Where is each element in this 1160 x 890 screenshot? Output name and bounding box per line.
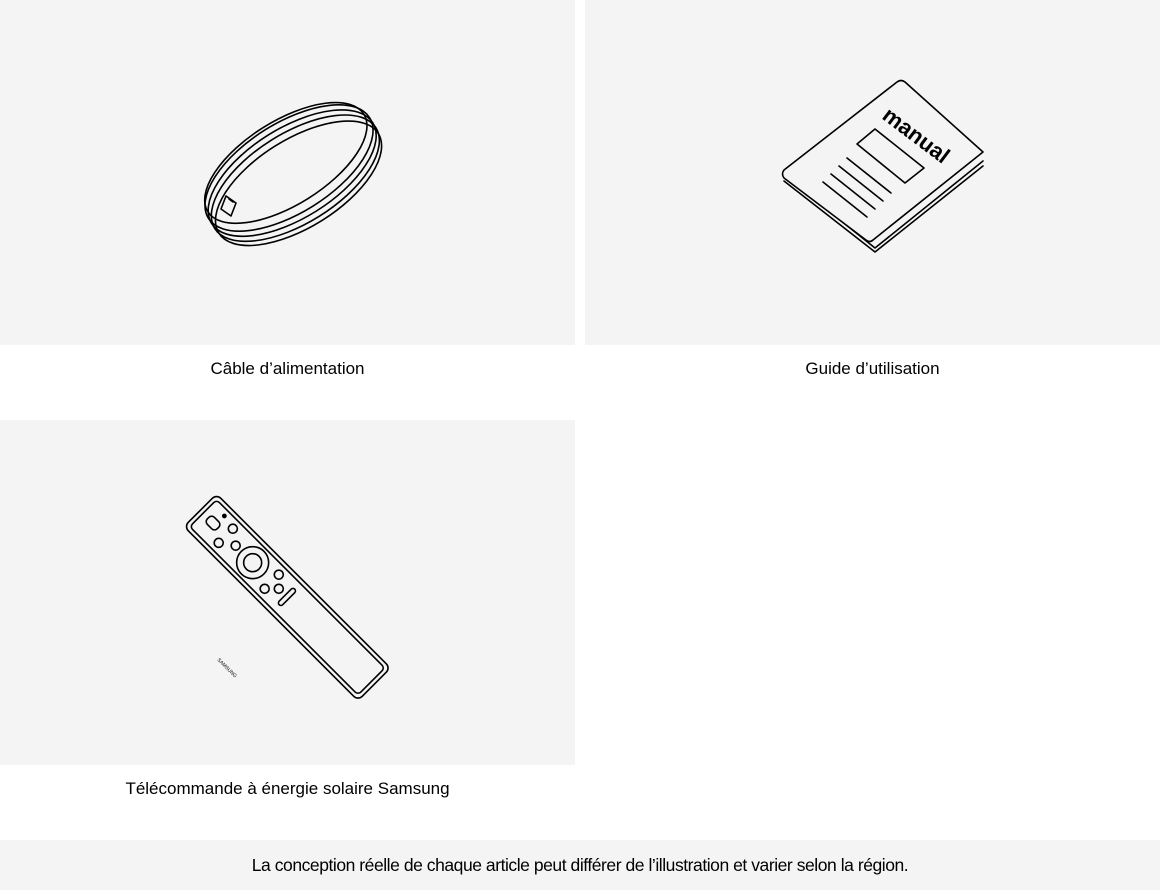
user-manual-icon [585,0,1160,345]
item-card-power-cable [0,0,575,380]
remote-brand-text: SAMSUNG [215,657,238,680]
item-caption: Câble d’alimentation [210,359,365,378]
item-image-user-manual [585,0,1160,345]
item-image-solar-remote [0,420,575,765]
solar-remote-icon [0,420,575,765]
item-image-power-cable [0,0,575,345]
item-caption: Guide d’utilisation [805,359,940,378]
item-card-user-manual [585,0,1160,380]
item-caption: Télécommande à énergie solaire Samsung [125,779,450,798]
power-cable-icon [0,0,575,345]
item-card-solar-remote [0,420,575,800]
disclaimer-bar [0,840,1160,890]
manual-cover-text: manual [877,102,955,169]
disclaimer-text: La conception réelle de chaque article peut différer de l’illustration et varier selon la région. [251,854,909,875]
